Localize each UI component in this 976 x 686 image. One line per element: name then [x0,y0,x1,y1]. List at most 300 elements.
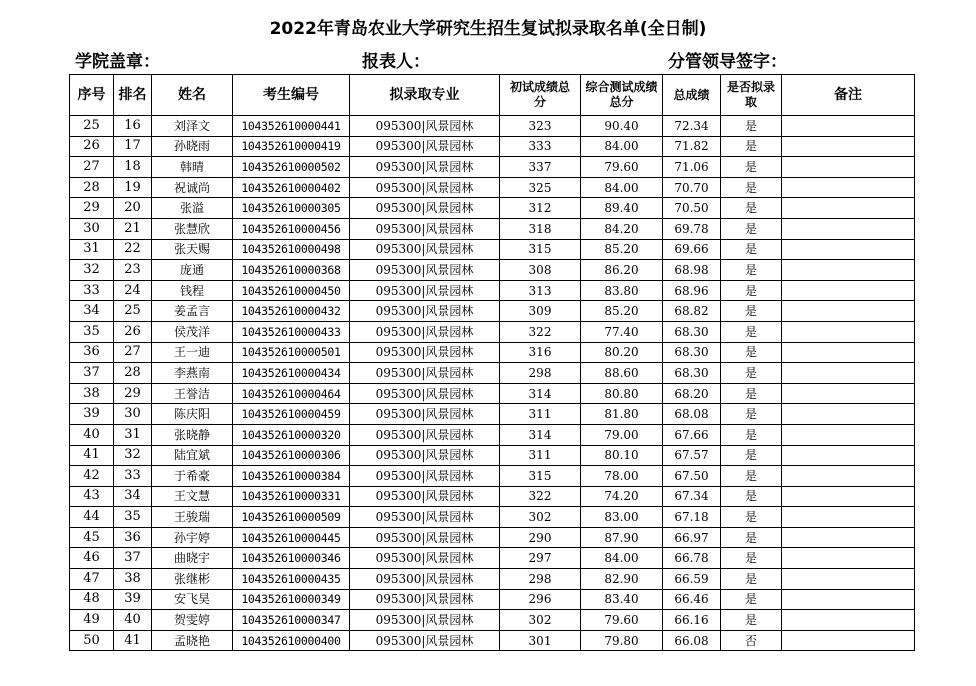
cell-name: 张继彬 [152,569,233,590]
cell-remarks [782,177,915,198]
cell-total-score: 67.66 [663,424,721,445]
cell-candidate-id: 104352610000305 [233,198,350,219]
cell-total-score: 66.78 [663,548,721,569]
cell-comprehensive-score: 86.20 [581,260,663,281]
table-row [70,363,915,384]
cell-comprehensive-score: 79.80 [581,630,663,651]
table-row [70,321,915,342]
cell-candidate-id: 104352610000349 [233,589,350,610]
cell-name: 侯茂洋 [152,321,233,342]
cell-admitted: 是 [721,527,782,548]
cell-rank: 20 [114,198,152,219]
cell-remarks [782,507,915,528]
cell-rank: 24 [114,280,152,301]
reporter-label: 报表人： [362,52,430,72]
cell-remarks [782,466,915,487]
cell-candidate-id: 104352610000502 [233,157,350,178]
cell-candidate-id: 104352610000501 [233,342,350,363]
cell-candidate-id: 104352610000464 [233,383,350,404]
cell-remarks [782,321,915,342]
cell-remarks [782,424,915,445]
cell-candidate-id: 104352610000459 [233,404,350,425]
cell-major: 095300|风景园林 [350,280,500,301]
cell-comprehensive-score: 83.00 [581,507,663,528]
header-admitted: 是否拟录取 [721,75,782,116]
table-row [70,116,915,137]
cell-name: 祝诚尚 [152,177,233,198]
cell-rank: 41 [114,630,152,651]
cell-seq: 34 [70,301,114,322]
cell-seq: 45 [70,527,114,548]
cell-comprehensive-score: 83.40 [581,589,663,610]
cell-initial-score: 312 [500,198,581,219]
header-rank: 排名 [114,75,152,116]
cell-candidate-id: 104352610000445 [233,527,350,548]
cell-name: 王一迪 [152,342,233,363]
table-row [70,610,915,631]
cell-remarks [782,157,915,178]
cell-admitted: 是 [721,260,782,281]
cell-initial-score: 290 [500,527,581,548]
cell-candidate-id: 104352610000433 [233,321,350,342]
cell-rank: 35 [114,507,152,528]
cell-rank: 16 [114,116,152,137]
cell-major: 095300|风景园林 [350,486,500,507]
cell-candidate-id: 104352610000435 [233,569,350,590]
cell-name: 庞通 [152,260,233,281]
cell-major: 095300|风景园林 [350,301,500,322]
table-row [70,589,915,610]
cell-rank: 40 [114,610,152,631]
cell-remarks [782,136,915,157]
cell-comprehensive-score: 90.40 [581,116,663,137]
cell-seq: 29 [70,198,114,219]
admission-table [69,74,915,651]
cell-name: 张晓静 [152,424,233,445]
cell-rank: 34 [114,486,152,507]
cell-seq: 49 [70,610,114,631]
cell-comprehensive-score: 80.10 [581,445,663,466]
cell-total-score: 68.30 [663,321,721,342]
cell-candidate-id: 104352610000346 [233,548,350,569]
cell-admitted: 是 [721,466,782,487]
cell-name: 安飞昊 [152,589,233,610]
cell-admitted: 是 [721,610,782,631]
cell-total-score: 70.50 [663,198,721,219]
cell-major: 095300|风景园林 [350,321,500,342]
cell-rank: 21 [114,218,152,239]
cell-remarks [782,548,915,569]
page-title: 2022年青岛农业大学研究生招生复试拟录取名单(全日制) [269,19,707,39]
cell-seq: 39 [70,404,114,425]
cell-rank: 36 [114,527,152,548]
cell-total-score: 71.82 [663,136,721,157]
cell-initial-score: 309 [500,301,581,322]
cell-admitted: 是 [721,177,782,198]
cell-remarks [782,630,915,651]
cell-comprehensive-score: 81.80 [581,404,663,425]
cell-total-score: 67.18 [663,507,721,528]
cell-total-score: 68.82 [663,301,721,322]
cell-rank: 37 [114,548,152,569]
cell-seq: 48 [70,589,114,610]
cell-remarks [782,342,915,363]
cell-rank: 38 [114,569,152,590]
header-name: 姓名 [152,75,233,116]
cell-admitted: 是 [721,218,782,239]
cell-major: 095300|风景园林 [350,260,500,281]
cell-admitted: 是 [721,136,782,157]
cell-seq: 42 [70,466,114,487]
cell-initial-score: 298 [500,363,581,384]
cell-admitted: 是 [721,548,782,569]
cell-major: 095300|风景园林 [350,548,500,569]
table-row [70,548,915,569]
cell-candidate-id: 104352610000320 [233,424,350,445]
cell-remarks [782,404,915,425]
cell-total-score: 69.78 [663,218,721,239]
cell-admitted: 是 [721,486,782,507]
cell-rank: 31 [114,424,152,445]
table-row [70,527,915,548]
cell-name: 韩晴 [152,157,233,178]
cell-initial-score: 301 [500,630,581,651]
cell-remarks [782,280,915,301]
table-row [70,136,915,157]
cell-admitted: 是 [721,239,782,260]
cell-initial-score: 298 [500,569,581,590]
cell-seq: 28 [70,177,114,198]
cell-total-score: 67.50 [663,466,721,487]
cell-comprehensive-score: 77.40 [581,321,663,342]
cell-comprehensive-score: 78.00 [581,466,663,487]
cell-initial-score: 325 [500,177,581,198]
cell-remarks [782,569,915,590]
college-seal-label: 学院盖章： [75,52,160,72]
cell-name: 钱程 [152,280,233,301]
cell-total-score: 68.96 [663,280,721,301]
cell-seq: 27 [70,157,114,178]
cell-name: 陆宜斌 [152,445,233,466]
leader-signature-label: 分管领导签字： [668,52,787,72]
cell-candidate-id: 104352610000441 [233,116,350,137]
cell-admitted: 是 [721,404,782,425]
cell-remarks [782,486,915,507]
cell-major: 095300|风景园林 [350,116,500,137]
cell-name: 张溢 [152,198,233,219]
cell-rank: 29 [114,383,152,404]
cell-remarks [782,260,915,281]
header-total-score: 总成绩 [663,75,721,116]
cell-major: 095300|风景园林 [350,507,500,528]
cell-admitted: 是 [721,198,782,219]
cell-candidate-id: 104352610000368 [233,260,350,281]
cell-candidate-id: 104352610000498 [233,239,350,260]
cell-rank: 33 [114,466,152,487]
cell-admitted: 是 [721,116,782,137]
cell-candidate-id: 104352610000384 [233,466,350,487]
cell-seq: 30 [70,218,114,239]
cell-admitted: 是 [721,445,782,466]
table-row [70,445,915,466]
cell-seq: 50 [70,630,114,651]
cell-remarks [782,527,915,548]
cell-total-score: 68.30 [663,363,721,384]
cell-comprehensive-score: 84.20 [581,218,663,239]
cell-candidate-id: 104352610000400 [233,630,350,651]
cell-admitted: 是 [721,321,782,342]
cell-admitted: 是 [721,342,782,363]
cell-rank: 17 [114,136,152,157]
cell-major: 095300|风景园林 [350,383,500,404]
table-row [70,424,915,445]
table-row [70,466,915,487]
table-row [70,280,915,301]
cell-initial-score: 302 [500,610,581,631]
cell-name: 王文慧 [152,486,233,507]
cell-comprehensive-score: 80.20 [581,342,663,363]
cell-rank: 28 [114,363,152,384]
cell-admitted: 是 [721,301,782,322]
cell-major: 095300|风景园林 [350,610,500,631]
header-seq: 序号 [70,75,114,116]
cell-seq: 41 [70,445,114,466]
cell-total-score: 69.66 [663,239,721,260]
cell-seq: 43 [70,486,114,507]
cell-name: 曲晓宇 [152,548,233,569]
table-row [70,239,915,260]
cell-seq: 35 [70,321,114,342]
cell-comprehensive-score: 85.20 [581,239,663,260]
cell-initial-score: 323 [500,116,581,137]
cell-total-score: 70.70 [663,177,721,198]
cell-comprehensive-score: 84.00 [581,177,663,198]
cell-remarks [782,383,915,404]
table-row [70,301,915,322]
cell-initial-score: 296 [500,589,581,610]
cell-major: 095300|风景园林 [350,569,500,590]
cell-major: 095300|风景园林 [350,630,500,651]
header-remarks: 备注 [782,75,915,116]
cell-comprehensive-score: 79.60 [581,610,663,631]
cell-seq: 32 [70,260,114,281]
cell-initial-score: 322 [500,321,581,342]
cell-comprehensive-score: 74.20 [581,486,663,507]
cell-rank: 25 [114,301,152,322]
cell-total-score: 66.08 [663,630,721,651]
cell-initial-score: 315 [500,239,581,260]
header-initial-score: 初试成绩总分 [500,75,581,116]
cell-initial-score: 318 [500,218,581,239]
cell-rank: 26 [114,321,152,342]
cell-initial-score: 316 [500,342,581,363]
cell-name: 贺雯婷 [152,610,233,631]
cell-major: 095300|风景园林 [350,218,500,239]
table-header-row [70,75,915,116]
cell-rank: 27 [114,342,152,363]
header-candidate-id: 考生编号 [233,75,350,116]
cell-admitted: 是 [721,507,782,528]
cell-comprehensive-score: 88.60 [581,363,663,384]
cell-candidate-id: 104352610000306 [233,445,350,466]
cell-major: 095300|风景园林 [350,466,500,487]
table-row [70,342,915,363]
cell-major: 095300|风景园林 [350,527,500,548]
cell-admitted: 是 [721,569,782,590]
cell-seq: 47 [70,569,114,590]
cell-name: 张慧欣 [152,218,233,239]
cell-rank: 39 [114,589,152,610]
cell-name: 孙宇婷 [152,527,233,548]
cell-initial-score: 313 [500,280,581,301]
cell-name: 李燕南 [152,363,233,384]
cell-remarks [782,301,915,322]
cell-seq: 37 [70,363,114,384]
cell-total-score: 68.98 [663,260,721,281]
cell-rank: 23 [114,260,152,281]
cell-initial-score: 314 [500,383,581,404]
cell-seq: 31 [70,239,114,260]
cell-seq: 25 [70,116,114,137]
cell-seq: 36 [70,342,114,363]
cell-major: 095300|风景园林 [350,424,500,445]
cell-major: 095300|风景园林 [350,363,500,384]
cell-admitted: 是 [721,589,782,610]
cell-major: 095300|风景园林 [350,589,500,610]
cell-remarks [782,218,915,239]
table-row [70,260,915,281]
cell-comprehensive-score: 84.00 [581,548,663,569]
cell-candidate-id: 104352610000419 [233,136,350,157]
table-row [70,630,915,651]
cell-total-score: 67.34 [663,486,721,507]
table-row [70,157,915,178]
cell-rank: 32 [114,445,152,466]
cell-admitted: 是 [721,280,782,301]
cell-comprehensive-score: 85.20 [581,301,663,322]
cell-initial-score: 333 [500,136,581,157]
cell-major: 095300|风景园林 [350,136,500,157]
cell-major: 095300|风景园林 [350,239,500,260]
cell-comprehensive-score: 89.40 [581,198,663,219]
cell-admitted: 否 [721,630,782,651]
cell-total-score: 72.34 [663,116,721,137]
table-row [70,177,915,198]
table-row [70,218,915,239]
cell-candidate-id: 104352610000432 [233,301,350,322]
cell-name: 刘泽文 [152,116,233,137]
cell-seq: 33 [70,280,114,301]
cell-candidate-id: 104352610000450 [233,280,350,301]
table-row [70,383,915,404]
cell-admitted: 是 [721,383,782,404]
cell-comprehensive-score: 79.00 [581,424,663,445]
cell-initial-score: 311 [500,404,581,425]
cell-candidate-id: 104352610000347 [233,610,350,631]
cell-rank: 22 [114,239,152,260]
table-row [70,198,915,219]
cell-total-score: 71.06 [663,157,721,178]
cell-initial-score: 297 [500,548,581,569]
cell-initial-score: 315 [500,466,581,487]
cell-initial-score: 337 [500,157,581,178]
cell-remarks [782,116,915,137]
cell-admitted: 是 [721,157,782,178]
table-row [70,507,915,528]
header-comprehensive-score: 综合测试成绩总分 [581,75,663,116]
cell-initial-score: 314 [500,424,581,445]
cell-name: 于希豪 [152,466,233,487]
cell-initial-score: 308 [500,260,581,281]
cell-major: 095300|风景园林 [350,445,500,466]
cell-total-score: 68.20 [663,383,721,404]
cell-total-score: 66.97 [663,527,721,548]
cell-total-score: 66.59 [663,569,721,590]
cell-remarks [782,363,915,384]
cell-remarks [782,198,915,219]
cell-remarks [782,610,915,631]
cell-name: 孟晓艳 [152,630,233,651]
cell-total-score: 66.46 [663,589,721,610]
header-major: 拟录取专业 [350,75,500,116]
cell-candidate-id: 104352610000331 [233,486,350,507]
cell-seq: 44 [70,507,114,528]
cell-remarks [782,239,915,260]
cell-major: 095300|风景园林 [350,157,500,178]
cell-candidate-id: 104352610000509 [233,507,350,528]
cell-comprehensive-score: 83.80 [581,280,663,301]
cell-major: 095300|风景园林 [350,177,500,198]
cell-name: 王骏瑞 [152,507,233,528]
cell-admitted: 是 [721,424,782,445]
cell-name: 陈庆阳 [152,404,233,425]
cell-name: 张天赐 [152,239,233,260]
cell-major: 095300|风景园林 [350,342,500,363]
table-row [70,569,915,590]
cell-remarks [782,589,915,610]
cell-total-score: 68.08 [663,404,721,425]
cell-seq: 46 [70,548,114,569]
cell-major: 095300|风景园林 [350,198,500,219]
cell-comprehensive-score: 80.80 [581,383,663,404]
cell-initial-score: 322 [500,486,581,507]
cell-seq: 40 [70,424,114,445]
cell-candidate-id: 104352610000456 [233,218,350,239]
table-row [70,404,915,425]
cell-comprehensive-score: 79.60 [581,157,663,178]
cell-comprehensive-score: 84.00 [581,136,663,157]
cell-rank: 19 [114,177,152,198]
cell-rank: 18 [114,157,152,178]
cell-seq: 38 [70,383,114,404]
cell-total-score: 68.30 [663,342,721,363]
table-row [70,486,915,507]
cell-rank: 30 [114,404,152,425]
cell-name: 姜孟言 [152,301,233,322]
cell-candidate-id: 104352610000434 [233,363,350,384]
cell-admitted: 是 [721,363,782,384]
cell-initial-score: 302 [500,507,581,528]
cell-total-score: 67.57 [663,445,721,466]
cell-major: 095300|风景园林 [350,404,500,425]
cell-remarks [782,445,915,466]
cell-name: 王誉洁 [152,383,233,404]
cell-total-score: 66.16 [663,610,721,631]
cell-seq: 26 [70,136,114,157]
cell-name: 孙晓雨 [152,136,233,157]
cell-candidate-id: 104352610000402 [233,177,350,198]
cell-comprehensive-score: 87.90 [581,527,663,548]
